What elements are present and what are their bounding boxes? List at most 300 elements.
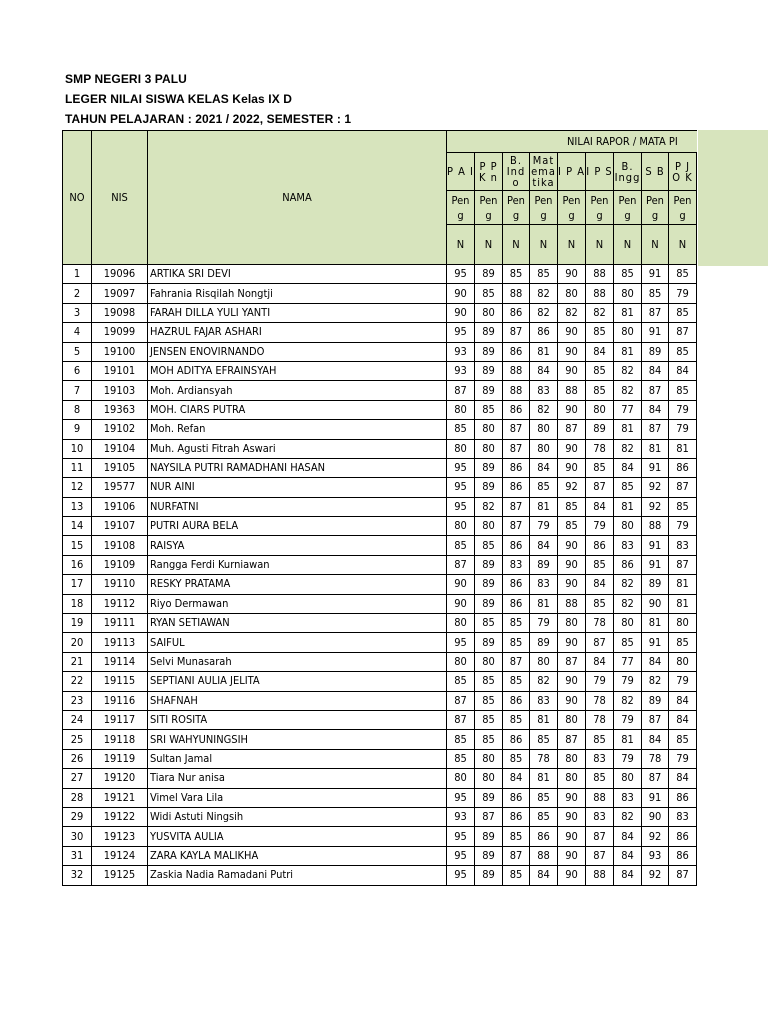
score-cell: 87	[642, 381, 669, 400]
table-row	[63, 458, 697, 477]
score-cell: 80	[475, 652, 503, 671]
score-cell: 85	[475, 536, 503, 555]
score-cell: 87	[642, 710, 669, 729]
table-row	[63, 420, 697, 439]
student-name: HAZRUL FAJAR ASHARI	[148, 323, 447, 342]
score-cell: 80	[447, 439, 475, 458]
aspect-header: Pen g	[530, 191, 558, 225]
score-cell: 85	[530, 807, 558, 826]
subject-header: Mat ema tika	[531, 154, 556, 189]
score-cell: 83	[669, 807, 697, 826]
student-name: RYAN SETIAWAN	[148, 614, 447, 633]
score-cell: 79	[586, 517, 614, 536]
score-cell: 85	[586, 323, 614, 342]
score-cell: 83	[586, 807, 614, 826]
score-cell: 90	[558, 265, 586, 284]
score-cell: 84	[614, 827, 642, 846]
score-cell: 95	[447, 458, 475, 477]
score-cell: 87	[503, 497, 530, 516]
score-cell: 92	[642, 497, 669, 516]
row-number: 3	[63, 303, 92, 322]
student-name: PUTRI AURA BELA	[148, 517, 447, 536]
row-number: 18	[63, 594, 92, 613]
student-nis: 19124	[92, 846, 148, 865]
student-nis: 19096	[92, 265, 148, 284]
row-number: 25	[63, 730, 92, 749]
score-cell: 86	[669, 458, 697, 477]
table-row	[63, 807, 697, 826]
score-cell: 88	[503, 361, 530, 380]
row-number: 30	[63, 827, 92, 846]
score-cell: 81	[614, 420, 642, 439]
score-cell: 80	[558, 769, 586, 788]
table-row	[63, 730, 697, 749]
score-cell: 82	[475, 497, 503, 516]
score-cell: 87	[503, 517, 530, 536]
score-cell: 80	[558, 614, 586, 633]
score-cell: 80	[669, 652, 697, 671]
table-row	[63, 749, 697, 768]
row-number: 10	[63, 439, 92, 458]
student-nis: 19105	[92, 458, 148, 477]
score-cell: 95	[447, 323, 475, 342]
score-cell: 82	[530, 303, 558, 322]
student-nis: 19097	[92, 284, 148, 303]
score-cell: 85	[669, 265, 697, 284]
score-cell: 90	[558, 575, 586, 594]
score-cell: 87	[669, 478, 697, 497]
score-cell: 85	[503, 672, 530, 691]
score-cell: 90	[558, 361, 586, 380]
score-cell: 81	[530, 342, 558, 361]
subject-header: P J O K	[669, 153, 697, 191]
table-row	[63, 827, 697, 846]
score-cell: 79	[669, 284, 697, 303]
table-row	[63, 478, 697, 497]
score-cell: 90	[447, 575, 475, 594]
student-name: MOH. CIARS PUTRA	[148, 400, 447, 419]
score-cell: 90	[642, 594, 669, 613]
student-nis: 19113	[92, 633, 148, 652]
student-nis: 19100	[92, 342, 148, 361]
score-cell: 90	[558, 536, 586, 555]
score-cell: 84	[669, 361, 697, 380]
table-row	[63, 381, 697, 400]
score-cell: 80	[614, 517, 642, 536]
score-cell: 91	[642, 536, 669, 555]
student-name: NAYSILA PUTRI RAMADHANI HASAN	[148, 458, 447, 477]
score-cell: 78	[586, 439, 614, 458]
score-cell: 86	[503, 303, 530, 322]
score-cell: 86	[669, 827, 697, 846]
score-cell: 79	[614, 749, 642, 768]
row-number: 16	[63, 555, 92, 574]
student-nis: 19117	[92, 710, 148, 729]
student-name: YUSVITA AULIA	[148, 827, 447, 846]
student-name: ZARA KAYLA MALIKHA	[148, 846, 447, 865]
score-cell: 90	[558, 458, 586, 477]
row-number: 14	[63, 517, 92, 536]
score-cell: 85	[475, 730, 503, 749]
score-cell: 87	[642, 303, 669, 322]
score-cell: 87	[558, 730, 586, 749]
score-cell: 81	[669, 594, 697, 613]
table-row	[63, 575, 697, 594]
score-cell: 80	[447, 652, 475, 671]
score-label-header: N	[447, 225, 475, 265]
score-cell: 80	[586, 400, 614, 419]
score-cell: 88	[586, 265, 614, 284]
student-nis: 19120	[92, 769, 148, 788]
score-cell: 81	[669, 575, 697, 594]
score-cell: 93	[642, 846, 669, 865]
table-row	[63, 594, 697, 613]
score-cell: 83	[614, 536, 642, 555]
student-nis: 19125	[92, 866, 148, 885]
student-nis: 19099	[92, 323, 148, 342]
score-cell: 80	[558, 284, 586, 303]
student-nis: 19112	[92, 594, 148, 613]
score-cell: 79	[614, 710, 642, 729]
score-cell: 80	[614, 769, 642, 788]
student-nis: 19121	[92, 788, 148, 807]
student-name: Tiara Nur anisa	[148, 769, 447, 788]
row-number: 13	[63, 497, 92, 516]
score-cell: 95	[447, 846, 475, 865]
score-cell: 88	[586, 284, 614, 303]
score-cell: 78	[586, 691, 614, 710]
score-cell: 85	[586, 730, 614, 749]
student-name: NURFATNI	[148, 497, 447, 516]
score-cell: 88	[586, 788, 614, 807]
score-cell: 92	[558, 478, 586, 497]
score-cell: 79	[669, 672, 697, 691]
table-row	[63, 497, 697, 516]
score-cell: 89	[475, 323, 503, 342]
score-cell: 83	[669, 536, 697, 555]
student-nis: 19098	[92, 303, 148, 322]
student-name: Selvi Munasarah	[148, 652, 447, 671]
score-cell: 84	[669, 769, 697, 788]
score-cell: 79	[530, 517, 558, 536]
score-cell: 83	[614, 788, 642, 807]
row-number: 15	[63, 536, 92, 555]
score-cell: 85	[447, 420, 475, 439]
score-cell: 87	[503, 439, 530, 458]
score-cell: 86	[503, 575, 530, 594]
student-nis: 19363	[92, 400, 148, 419]
score-cell: 95	[447, 633, 475, 652]
score-label-header: N	[669, 225, 697, 265]
col-header-nama: NAMA	[148, 131, 447, 265]
score-cell: 80	[447, 769, 475, 788]
score-cell: 85	[475, 614, 503, 633]
score-cell: 85	[669, 381, 697, 400]
score-cell: 85	[447, 749, 475, 768]
score-cell: 86	[530, 827, 558, 846]
school-name: SMP NEGERI 3 PALU	[65, 72, 187, 86]
student-nis: 19114	[92, 652, 148, 671]
subject-header: P P K n	[475, 153, 503, 191]
score-cell: 78	[530, 749, 558, 768]
score-cell: 80	[475, 749, 503, 768]
score-cell: 85	[558, 517, 586, 536]
score-cell: 86	[503, 400, 530, 419]
score-cell: 90	[558, 342, 586, 361]
score-cell: 86	[669, 788, 697, 807]
score-cell: 95	[447, 827, 475, 846]
score-cell: 80	[614, 284, 642, 303]
score-cell: 85	[530, 788, 558, 807]
score-cell: 90	[558, 555, 586, 574]
score-cell: 85	[669, 342, 697, 361]
score-cell: 82	[642, 672, 669, 691]
score-cell: 80	[614, 614, 642, 633]
score-cell: 91	[642, 458, 669, 477]
score-cell: 84	[669, 691, 697, 710]
score-cell: 80	[475, 420, 503, 439]
score-cell: 83	[586, 749, 614, 768]
score-cell: 80	[614, 323, 642, 342]
student-name: NUR AINI	[148, 478, 447, 497]
student-name: ARTIKA SRI DEVI	[148, 265, 447, 284]
score-label-header: N	[503, 225, 530, 265]
score-cell: 90	[558, 633, 586, 652]
score-cell: 86	[503, 594, 530, 613]
score-cell: 82	[614, 439, 642, 458]
student-name: Muh. Agusti Fitrah Aswari	[148, 439, 447, 458]
row-number: 22	[63, 672, 92, 691]
student-nis: 19101	[92, 361, 148, 380]
col-header-nis: NIS	[92, 131, 148, 265]
score-cell: 80	[669, 614, 697, 633]
score-cell: 84	[614, 458, 642, 477]
score-cell: 93	[447, 807, 475, 826]
student-nis: 19115	[92, 672, 148, 691]
student-nis: 19111	[92, 614, 148, 633]
score-cell: 79	[614, 672, 642, 691]
student-name: JENSEN ENOVIRNANDO	[148, 342, 447, 361]
score-cell: 82	[614, 594, 642, 613]
score-cell: 85	[503, 265, 530, 284]
score-cell: 90	[558, 788, 586, 807]
student-name: Vimel Vara Lila	[148, 788, 447, 807]
score-cell: 84	[586, 497, 614, 516]
score-cell: 85	[475, 672, 503, 691]
score-cell: 82	[614, 691, 642, 710]
score-cell: 90	[558, 672, 586, 691]
row-number: 2	[63, 284, 92, 303]
score-cell: 90	[558, 846, 586, 865]
student-name: SRI WAHYUNINGSIH	[148, 730, 447, 749]
score-cell: 84	[530, 866, 558, 885]
score-cell: 88	[558, 594, 586, 613]
score-cell: 85	[586, 594, 614, 613]
score-cell: 86	[503, 478, 530, 497]
row-number: 11	[63, 458, 92, 477]
row-number: 5	[63, 342, 92, 361]
score-cell: 87	[447, 710, 475, 729]
score-cell: 87	[503, 420, 530, 439]
score-cell: 95	[447, 265, 475, 284]
score-cell: 80	[558, 749, 586, 768]
aspect-header: Pen g	[447, 191, 475, 225]
subject-header: I P A	[558, 153, 586, 191]
student-name: Moh. Refan	[148, 420, 447, 439]
score-cell: 87	[447, 691, 475, 710]
score-cell: 80	[475, 769, 503, 788]
score-cell: 85	[475, 691, 503, 710]
score-label-header: N	[530, 225, 558, 265]
aspect-header: Pen g	[586, 191, 614, 225]
student-name: Moh. Ardiansyah	[148, 381, 447, 400]
score-cell: 85	[475, 710, 503, 729]
score-cell: 84	[614, 846, 642, 865]
score-cell: 93	[447, 361, 475, 380]
score-cell: 90	[447, 303, 475, 322]
score-cell: 91	[642, 323, 669, 342]
score-cell: 90	[447, 594, 475, 613]
score-cell: 82	[558, 303, 586, 322]
table-row	[63, 361, 697, 380]
student-nis: 19110	[92, 575, 148, 594]
row-number: 28	[63, 788, 92, 807]
aspect-header: Pen g	[558, 191, 586, 225]
score-cell: 89	[475, 788, 503, 807]
score-cell: 79	[669, 400, 697, 419]
score-cell: 89	[642, 691, 669, 710]
student-name: RESKY PRATAMA	[148, 575, 447, 594]
score-cell: 87	[586, 633, 614, 652]
score-cell: 89	[475, 342, 503, 361]
score-cell: 81	[614, 730, 642, 749]
score-cell: 88	[503, 284, 530, 303]
score-cell: 85	[669, 633, 697, 652]
student-nis: 19122	[92, 807, 148, 826]
score-cell: 95	[447, 866, 475, 885]
score-cell: 91	[642, 555, 669, 574]
student-name: SITI ROSITA	[148, 710, 447, 729]
score-cell: 88	[558, 381, 586, 400]
score-cell: 87	[558, 420, 586, 439]
subject-header: B. Ingg	[614, 153, 642, 191]
score-label-header: N	[475, 225, 503, 265]
score-cell: 89	[475, 265, 503, 284]
table-row	[63, 614, 697, 633]
table-row	[63, 788, 697, 807]
student-name: Fahrania Risqilah Nongtji	[148, 284, 447, 303]
score-cell: 85	[558, 497, 586, 516]
score-cell: 85	[669, 303, 697, 322]
score-cell: 85	[503, 827, 530, 846]
score-cell: 95	[447, 497, 475, 516]
score-cell: 88	[530, 846, 558, 865]
score-cell: 81	[614, 497, 642, 516]
row-number: 7	[63, 381, 92, 400]
aspect-header: Pen g	[614, 191, 642, 225]
score-cell: 90	[447, 284, 475, 303]
student-nis: 19116	[92, 691, 148, 710]
score-cell: 86	[614, 555, 642, 574]
table-row	[63, 284, 697, 303]
score-cell: 79	[586, 672, 614, 691]
table-row	[63, 652, 697, 671]
score-cell: 89	[475, 633, 503, 652]
score-cell: 77	[614, 652, 642, 671]
col-header-no: NO	[63, 131, 92, 265]
score-cell: 82	[530, 672, 558, 691]
score-cell: 86	[503, 730, 530, 749]
score-cell: 84	[614, 866, 642, 885]
score-cell: 89	[475, 381, 503, 400]
score-cell: 85	[530, 730, 558, 749]
score-cell: 81	[614, 303, 642, 322]
score-cell: 87	[503, 846, 530, 865]
score-cell: 79	[669, 749, 697, 768]
score-cell: 89	[530, 555, 558, 574]
score-cell: 87	[669, 323, 697, 342]
score-cell: 91	[642, 265, 669, 284]
row-number: 6	[63, 361, 92, 380]
score-cell: 85	[530, 478, 558, 497]
score-cell: 86	[503, 342, 530, 361]
row-number: 9	[63, 420, 92, 439]
row-number: 21	[63, 652, 92, 671]
subject-header: S B	[642, 153, 669, 191]
score-cell: 86	[503, 691, 530, 710]
score-cell: 85	[614, 478, 642, 497]
score-cell: 79	[669, 517, 697, 536]
score-cell: 81	[669, 439, 697, 458]
student-nis: 19106	[92, 497, 148, 516]
score-cell: 82	[530, 284, 558, 303]
score-cell: 92	[642, 866, 669, 885]
score-cell: 80	[558, 710, 586, 729]
score-cell: 84	[530, 361, 558, 380]
student-nis: 19119	[92, 749, 148, 768]
table-row	[63, 265, 697, 284]
score-label-header: N	[558, 225, 586, 265]
score-cell: 87	[642, 769, 669, 788]
score-cell: 84	[503, 769, 530, 788]
score-cell: 83	[503, 555, 530, 574]
table-row	[63, 846, 697, 865]
score-cell: 87	[447, 555, 475, 574]
score-cell: 85	[475, 284, 503, 303]
score-cell: 83	[530, 691, 558, 710]
score-cell: 87	[586, 478, 614, 497]
score-cell: 86	[503, 807, 530, 826]
score-cell: 84	[586, 575, 614, 594]
score-cell: 81	[530, 710, 558, 729]
score-cell: 83	[530, 575, 558, 594]
score-cell: 86	[669, 846, 697, 865]
student-name: SHAFNAH	[148, 691, 447, 710]
score-cell: 84	[642, 730, 669, 749]
score-cell: 86	[503, 458, 530, 477]
score-cell: 78	[642, 749, 669, 768]
score-cell: 78	[586, 710, 614, 729]
table-row	[63, 342, 697, 361]
row-number: 27	[63, 769, 92, 788]
row-number: 1	[63, 265, 92, 284]
score-cell: 82	[614, 381, 642, 400]
score-cell: 95	[447, 788, 475, 807]
row-number: 12	[63, 478, 92, 497]
score-cell: 84	[530, 458, 558, 477]
score-cell: 91	[642, 633, 669, 652]
row-number: 19	[63, 614, 92, 633]
